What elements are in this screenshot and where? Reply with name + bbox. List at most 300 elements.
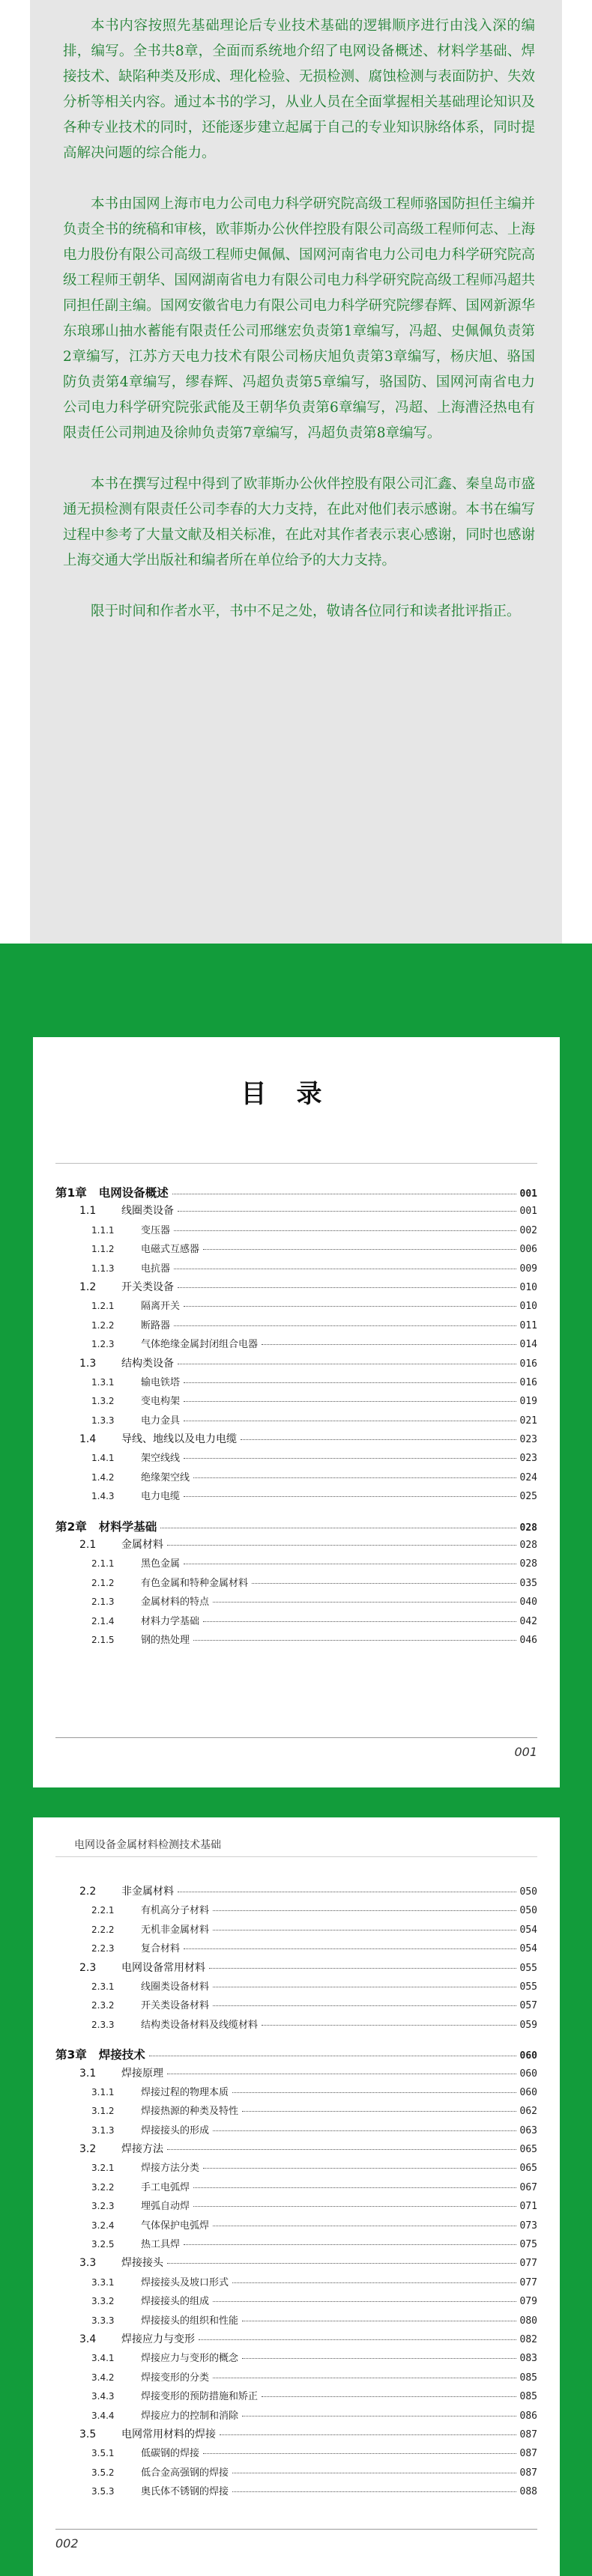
toc-entry-title: 结构类设备材料及线缆材料 (141, 2019, 259, 2031)
toc-list (55, 1173, 537, 1650)
toc-entry-number: 2.1.4 (91, 1615, 115, 1626)
toc-entry-number: 1.2 (79, 1281, 97, 1293)
toc-entry-page: 028 (519, 1558, 537, 1570)
toc-leader-dots (213, 1910, 516, 1911)
toc-entry-title: 焊接变形的分类 (141, 2372, 210, 2384)
toc-entry-sub[interactable] (55, 1469, 537, 1488)
toc-entry-label (79, 1279, 174, 1294)
toc-entry-number: 3.4.2 (91, 2372, 115, 2383)
toc-leader-dots (178, 1287, 516, 1288)
toc-entry-number: 3.3.2 (91, 2296, 115, 2307)
toc-entry-page: 023 (519, 1453, 537, 1465)
toc-entry-number: 第2章 (55, 1519, 87, 1534)
toc-leader-dots (203, 2453, 516, 2454)
toc-entry-page: 087 (519, 2467, 537, 2479)
toc-entry-title: 焊接接头的组成 (141, 2296, 210, 2308)
toc-leader-dots (193, 1477, 516, 1478)
toc-leader-dots (232, 2092, 516, 2093)
toc-entry-title: 金属材料 (121, 1539, 163, 1552)
toc-entry-label (91, 2483, 229, 2497)
toc-entry-page: 057 (519, 2000, 537, 2012)
toc-entry-label (91, 2217, 209, 2232)
toc-leader-dots (174, 1325, 516, 1326)
toc-entry-title: 电力金具 (141, 1415, 181, 1427)
toc-entry-number: 3.4.3 (91, 2391, 115, 2402)
toc-entry-title: 焊接应力与变形 (121, 2333, 195, 2345)
toc-entry-label (91, 1555, 180, 1570)
toc-entry-section[interactable] (55, 1431, 537, 1450)
toc-entry-title: 焊接变形的预防措施和矫正 (141, 2391, 259, 2403)
toc-leader-dots (184, 1496, 516, 1497)
toc-entry-label (91, 2350, 238, 2364)
toc-entry-number: 1.1.3 (91, 1263, 115, 1274)
toc-entry-sub[interactable] (55, 2408, 537, 2426)
toc-entry-sub[interactable] (55, 1902, 537, 1921)
toc-entry-number: 3.2.4 (91, 2220, 115, 2231)
page-number: 002 (55, 2536, 79, 2551)
toc-entry-number: 1.2.3 (91, 1339, 115, 1350)
toc-entry-page: 065 (519, 2144, 537, 2156)
toc-entry-chapter[interactable] (55, 1518, 537, 1537)
toc-entry-page: 086 (519, 2410, 537, 2422)
toc-entry-page: 011 (519, 1319, 537, 1331)
toc-entry-label (79, 2426, 216, 2441)
toc-entry-number: 1.2.1 (91, 1301, 115, 1312)
toc-entry-number: 3.3.1 (91, 2276, 115, 2288)
toc-entry-number: 1.3.1 (91, 1376, 115, 1388)
toc-entry-page: 046 (519, 1634, 537, 1646)
toc-entry-section[interactable] (55, 1537, 537, 1555)
toc-entry-page: 077 (519, 2258, 537, 2270)
toc-entry-section[interactable] (55, 1279, 537, 1298)
toc-leader-dots (167, 2263, 516, 2264)
toc-entry-sub[interactable] (55, 2236, 537, 2255)
toc-entry-section[interactable] (55, 2255, 537, 2273)
toc-entry-number: 2.1.5 (91, 1634, 115, 1645)
toc-entry-page: 042 (519, 1615, 537, 1627)
toc-entry-number: 3.1.3 (91, 2124, 115, 2136)
toc-leader-dots (203, 1249, 516, 1250)
toc-entry-sub[interactable] (55, 2369, 537, 2388)
toc-entry-page: 080 (519, 2315, 537, 2327)
toc-entry-section[interactable] (55, 1355, 537, 1374)
toc-entry-page: 014 (519, 1339, 537, 1351)
toc-entry-sub[interactable] (55, 2122, 537, 2141)
toc-entry-label (91, 2103, 238, 2117)
toc-entry-title: 开关类设备 (121, 1281, 174, 1293)
toc-entry-title: 气体绝缘金属封闭组合电器 (141, 1339, 259, 1351)
toc-entry-sub[interactable] (55, 2274, 537, 2293)
toc-leader-dots (232, 2282, 516, 2283)
toc-entry-label (91, 2369, 209, 2384)
toc-entry-page: 016 (519, 1376, 537, 1388)
toc-leader-dots (193, 2206, 516, 2207)
toc-entry-sub[interactable] (55, 2217, 537, 2236)
toc-entry-title: 焊接接头 (121, 2257, 163, 2270)
running-head-rule (55, 1856, 537, 1857)
toc-entry-label (91, 1317, 170, 1331)
toc-leader-dots (203, 1621, 516, 1622)
toc-entry-number: 2.3 (79, 1961, 97, 1974)
toc-entry-page: 035 (519, 1577, 537, 1589)
toc-entry-number: 2.2.2 (91, 1924, 115, 1935)
toc-entry-page: 085 (519, 2372, 537, 2384)
toc-entry-title: 焊接方法分类 (141, 2163, 200, 2175)
toc-entry-section[interactable] (55, 2141, 537, 2160)
toc-entry-label (91, 1488, 180, 1502)
toc-entry-label (91, 1997, 209, 2011)
toc-entry-sub[interactable] (55, 2483, 537, 2502)
toc-entry-page: 054 (519, 1943, 537, 1955)
toc-entry-title: 材料学基础 (98, 1519, 157, 1534)
toc-entry-number: 3.5.1 (91, 2448, 115, 2459)
toc-entry-number: 3.5.2 (91, 2467, 115, 2478)
toc-entry-page: 077 (519, 2276, 537, 2288)
toc-entry-page: 085 (519, 2391, 537, 2403)
toc-entry-label (91, 2312, 238, 2327)
toc-entry-title: 断路器 (141, 1319, 171, 1331)
toc-entry-number: 3.2.1 (91, 2163, 115, 2174)
toc-entry-label (91, 2084, 229, 2098)
toc-entry-label (91, 2274, 229, 2288)
toc-leader-dots (232, 2491, 516, 2492)
toc-entry-label (79, 1355, 174, 1370)
toc-entry-label (91, 1469, 190, 1483)
toc-entry-label (91, 1374, 180, 1388)
toc-entry-page: 073 (519, 2220, 537, 2232)
toc-leader-dots (213, 2005, 516, 2006)
toc-leader-dots (184, 1458, 516, 1459)
preface-paragraph: 限于时间和作者水平，书中不足之处，敬请各位同行和读者批评指正。 (91, 604, 521, 619)
toc-leader-dots (193, 2187, 516, 2188)
toc-entry-title: 电网设备概述 (98, 1186, 169, 1200)
toc-entry-label (91, 1594, 209, 1608)
toc-entry-number: 1.1.1 (91, 1224, 115, 1236)
toc-entry-sub[interactable] (55, 2160, 537, 2178)
toc-entry-sub[interactable] (55, 2464, 537, 2483)
toc-page-1 (33, 1037, 560, 1787)
toc-entry-page: 055 (519, 1962, 537, 1974)
toc-entry-page: 087 (519, 2448, 537, 2460)
toc-entry-section[interactable] (55, 2426, 537, 2445)
toc-leader-dots (184, 1382, 516, 1383)
toc-entry-label (79, 2255, 163, 2270)
preface-section (0, 0, 592, 944)
toc-entry-sub[interactable] (55, 2293, 537, 2312)
toc-entry-page: 019 (519, 1396, 537, 1408)
preface-paragraph: 本书内容按照先基础理论后专业技术基础的逻辑顺序进行由浅入深的编排，编写。全书共8章，全面而系统地介绍了电网设备概述、材料学基础、焊接技术、缺陷种类及形成、理化检验、无损检测、腐蚀检测与表面防护、失效分析等相关内容。通过本书的学习，从业人员在全面掌握相关基础理论知识及各种专业技术的同时，还能逐步建立起属于自己的专业知识脉络体系，同时提高解决问题的综合能力。 (63, 18, 535, 161)
toc-entry-title: 焊接应力的控制和消除 (141, 2410, 239, 2422)
toc-entry-title: 有机高分子材料 (141, 1905, 210, 1917)
toc-entry-sub[interactable] (55, 1393, 537, 1412)
toc-entry-sub[interactable] (55, 1260, 537, 1279)
toc-entry-title: 焊接原理 (121, 2067, 163, 2080)
toc-entry-title: 材料力学基础 (141, 1615, 200, 1627)
toc-leader-dots (262, 1344, 516, 1345)
toc-entry-label (91, 2445, 199, 2459)
toc-entry-label (91, 2236, 180, 2250)
toc-entry-sub[interactable] (55, 2445, 537, 2464)
toc-entry-number: 3.2 (79, 2143, 97, 2156)
toc-entry-number: 1.3.3 (91, 1415, 115, 1426)
toc-entry-title: 变电构架 (141, 1396, 181, 1408)
toc-entry-sub[interactable] (55, 2103, 537, 2121)
toc-entry-sub[interactable] (55, 1940, 537, 1959)
toc-entry-page: 010 (519, 1281, 537, 1293)
toc-entry-page: 001 (519, 1206, 537, 1218)
toc-entry-number: 2.3.2 (91, 2000, 115, 2011)
toc-leader-dots (167, 2149, 516, 2150)
toc-entry-number: 3.2.2 (91, 2181, 115, 2193)
toc-entry-page: 025 (519, 1491, 537, 1503)
toc-entry-page: 055 (519, 1981, 537, 1993)
toc-leader-dots (184, 1948, 516, 1949)
toc-entry-number: 3.3.3 (91, 2315, 115, 2326)
toc-entry-number: 3.1.1 (91, 2086, 115, 2097)
toc-entry-page: 083 (519, 2353, 537, 2365)
toc-entry-page: 063 (519, 2124, 537, 2136)
toc-entry-sub[interactable] (55, 1488, 537, 1507)
toc-entry-sub[interactable] (55, 2017, 537, 2035)
toc-entry-title: 输电铁塔 (141, 1376, 181, 1388)
toc-entry-title: 焊接技术 (98, 2048, 145, 2062)
toc-entry-number: 2.2.1 (91, 1905, 115, 1916)
toc-entry-number: 1.1 (79, 1205, 97, 1218)
toc-leader-dots (178, 1211, 516, 1212)
toc-leader-dots (241, 1439, 516, 1440)
toc-entry-page: 059 (519, 2019, 537, 2031)
toc-entry-number: 第1章 (55, 1186, 87, 1200)
toc-entry-page: 009 (519, 1263, 537, 1275)
toc-entry-label (91, 1940, 180, 1954)
toc-entry-label (91, 1222, 170, 1236)
toc-entry-label (91, 1393, 180, 1407)
toc-entry-sub[interactable] (55, 1222, 537, 1241)
running-head: 电网设备金属材料检测技术基础 (74, 1839, 221, 1851)
toc-entry-sub[interactable] (55, 2388, 537, 2407)
toc-entry-sub[interactable] (55, 1412, 537, 1431)
toc-entry-section[interactable] (55, 2065, 537, 2084)
toc-entry-number: 1.4.3 (91, 1491, 115, 1502)
toc-entry-number: 1.4 (79, 1433, 97, 1446)
toc-entry-label (79, 1960, 205, 1975)
toc-entry-page: 016 (519, 1358, 537, 1370)
toc-list (55, 1883, 537, 2503)
toc-entry-number: 1.1.2 (91, 1244, 115, 1255)
toc-entry-page: 001 (519, 1188, 537, 1200)
toc-entry-sub[interactable] (55, 1613, 537, 1632)
toc-entry-label (91, 2160, 199, 2174)
toc-entry-number: 3.2.5 (91, 2239, 115, 2250)
toc-entry-number: 2.1 (79, 1539, 97, 1552)
toc-leader-dots (220, 2434, 516, 2435)
toc-entry-page: 023 (519, 1434, 537, 1446)
toc-entry-title: 复合材料 (141, 1943, 181, 1955)
toc-entry-title: 开关类设备材料 (141, 2000, 210, 2012)
toc-entry-page: 071 (519, 2201, 537, 2213)
toc-entry-page: 060 (519, 2068, 537, 2080)
toc-entry-title: 架空线线 (141, 1453, 181, 1465)
toc-entry-number: 2.3.3 (91, 2019, 115, 2030)
toc-entry-label (91, 2464, 229, 2479)
toc-entry-number: 1.4.1 (91, 1453, 115, 1464)
toc-leader-dots (242, 2358, 516, 2359)
toc-entry-title: 焊接接头的形成 (141, 2124, 210, 2136)
toc-leader-dots (213, 1602, 516, 1603)
toc-entry-label (79, 1431, 237, 1446)
toc-entry-label (91, 1336, 258, 1350)
toc-entry-label (91, 1632, 190, 1646)
toc-entry-number: 1.3 (79, 1357, 97, 1370)
toc-entry-label (91, 1260, 170, 1275)
toc-entry-title: 电力电缆 (141, 1491, 181, 1503)
toc-entry-title: 焊接接头的组织和性能 (141, 2315, 239, 2327)
toc-entry-title: 金属材料的特点 (141, 1597, 210, 1609)
toc-entry-title: 低碳钢的焊接 (141, 2448, 200, 2460)
toc-leader-dots (184, 2244, 516, 2245)
toc-entry-number: 2.2 (79, 1886, 97, 1898)
toc-entry-sub[interactable] (55, 1594, 537, 1612)
toc-entry-page: 028 (519, 1540, 537, 1552)
toc-entry-title: 焊接应力与变形的概念 (141, 2353, 239, 2365)
toc-page-2 (33, 1817, 560, 2576)
toc-entry-label (91, 2388, 258, 2402)
toc-entry-page: 050 (519, 1905, 537, 1917)
toc-entry-chapter[interactable] (55, 2046, 537, 2065)
toc-entry-section[interactable] (55, 2331, 537, 2350)
page-number: 001 (514, 1745, 537, 1759)
toc-entry-number: 3.1 (79, 2067, 97, 2080)
toc-entry-label (55, 1518, 157, 1534)
toc-leader-dots (193, 1640, 516, 1641)
toc-title: 目录 (241, 1079, 352, 1109)
toc-entry-page: 050 (519, 1886, 537, 1898)
toc-entry-page: 010 (519, 1301, 537, 1313)
toc-entry-label (91, 2198, 190, 2212)
toc-entry-page: 062 (519, 2106, 537, 2118)
toc-leader-dots (209, 1968, 516, 1969)
toc-entry-title: 变压器 (141, 1224, 171, 1236)
toc-entry-page: 087 (519, 2428, 537, 2440)
toc-entry-label (79, 2065, 163, 2080)
toc-entry-label (79, 1537, 163, 1552)
toc-entry-sub[interactable] (55, 2198, 537, 2217)
toc-entry-label (55, 2046, 145, 2062)
toc-entry-sub[interactable] (55, 2179, 537, 2198)
toc-entry-title: 焊接方法 (121, 2143, 163, 2156)
toc-leader-dots (242, 2111, 516, 2112)
toc-entry-label (55, 1184, 169, 1200)
title-rule (55, 1163, 537, 1164)
toc-entry-sub[interactable] (55, 2312, 537, 2331)
toc-entry-title: 导线、地线以及电力电缆 (121, 1433, 237, 1446)
toc-entry-title: 隔离开关 (141, 1301, 181, 1313)
toc-entry-sub[interactable] (55, 2084, 537, 2103)
toc-entry-label (91, 2017, 258, 2031)
preface-text (63, 13, 535, 650)
toc-entry-title: 电抗器 (141, 1263, 171, 1275)
toc-entry-page: 002 (519, 1224, 537, 1236)
toc-leader-dots (213, 2130, 516, 2131)
toc-entry-section[interactable] (55, 1960, 537, 1978)
folio-rule (55, 2529, 537, 2530)
toc-entry-sub[interactable] (55, 1978, 537, 1997)
toc-entry-sub[interactable] (55, 1922, 537, 1940)
toc-entry-sub[interactable] (55, 1298, 537, 1316)
preface-paragraph: 本书由国网上海市电力公司电力科学研究院高级工程师骆国防担任主编并负责全书的统稿和审核，欧菲斯办公伙伴控股有限公司高级工程师何志、上海电力股份有限公司高级工程师史佩佩、国网河南省电力公司电力科学研究院高级工程师王朝华、国网湖南省电力有限公司电力科学研究院高级工程师冯超共同担任副主编。国网安徽省电力有限公司电力科学研究院缪春辉、国网新源华东琅琊山抽水蓄能有限责任公司邢继宏负责第1章编写，冯超、史佩佩负责第2章编写，江苏方天电力技术有限公司杨庆旭负责第3章编写，杨庆旭、骆国防负责第4章编写，缪春辉、冯超负责第5章编写，骆国防、国网河南省电力公司电力科学研究院张武能及王朝华负责第6章编写，冯超、上海漕泾热电有限责任公司荆迪及徐帅负责第7章编写，冯超负责第8章编写。 (63, 196, 535, 441)
toc-entry-sub[interactable] (55, 1317, 537, 1336)
toc-entry-title: 焊接热源的种类及特性 (141, 2106, 239, 2118)
toc-entry-sub[interactable] (55, 1997, 537, 2016)
toc-entry-label (91, 2293, 209, 2307)
toc-entry-sub[interactable] (55, 1374, 537, 1393)
toc-entry-chapter[interactable] (55, 1184, 537, 1203)
toc-entry-page: 040 (519, 1597, 537, 1609)
toc-entry-number: 3.5.3 (91, 2486, 115, 2497)
toc-entry-page: 024 (519, 1471, 537, 1483)
toc-entry-sub[interactable] (55, 1555, 537, 1574)
toc-entry-label (91, 2408, 238, 2422)
toc-entry-sub[interactable] (55, 1575, 537, 1594)
toc-entry-page: 088 (519, 2486, 537, 2498)
toc-entry-page: 060 (519, 2050, 537, 2062)
toc-entry-sub[interactable] (55, 1632, 537, 1650)
toc-entry-label (91, 1575, 248, 1589)
toc-entry-number: 3.4.1 (91, 2353, 115, 2364)
folio-rule (55, 1737, 537, 1738)
toc-entry-page: 028 (519, 1522, 537, 1534)
toc-entry-title: 黑色金属 (141, 1558, 181, 1570)
toc-entry-page: 075 (519, 2239, 537, 2251)
toc-entry-page: 079 (519, 2296, 537, 2308)
toc-entry-label (79, 1203, 174, 1218)
toc-leader-dots (167, 1545, 516, 1546)
toc-leader-dots (213, 1930, 516, 1931)
toc-entry-sub[interactable] (55, 1241, 537, 1260)
toc-entry-title: 埋弧自动焊 (141, 2201, 190, 2213)
toc-entry-title: 热工具焊 (141, 2239, 181, 2251)
toc-entry-title: 钢的热处理 (141, 1634, 190, 1646)
toc-entry-section[interactable] (55, 1883, 537, 1902)
toc-entry-number: 3.1.2 (91, 2106, 115, 2117)
toc-entry-label (91, 1412, 180, 1427)
toc-entry-number: 3.3 (79, 2257, 97, 2270)
toc-entry-title: 线圈类设备 (121, 1205, 174, 1218)
toc-leader-dots (262, 2396, 516, 2397)
toc-entry-title: 焊接过程的物理本质 (141, 2086, 229, 2098)
toc-entry-page: 065 (519, 2163, 537, 2175)
preface-paragraph: 本书在撰写过程中得到了欧菲斯办公伙伴控股有限公司汇鑫、秦皇岛市盛通无损检测有限责任公司李春的大力支持，在此对他们表示感谢。本书在编写过程中参考了大量文献及相关标准，在此对其作者表示衷心感谢，同时也感谢上海交通大学出版社和编者所在单位给予的大力支持。 (63, 476, 535, 568)
toc-entry-sub[interactable] (55, 1336, 537, 1355)
toc-entry-number: 1.2.2 (91, 1319, 115, 1331)
toc-entry-label (79, 2141, 163, 2156)
toc-leader-dots (174, 1230, 516, 1231)
toc-entry-label (91, 1978, 209, 1993)
toc-entry-label (91, 2122, 209, 2136)
toc-entry-page: 060 (519, 2086, 537, 2098)
toc-entry-title: 结构类设备 (121, 1357, 174, 1370)
toc-entry-label (91, 1241, 199, 1255)
toc-entry-title: 无机非金属材料 (141, 1924, 210, 1936)
toc-entry-number: 1.4.2 (91, 1471, 115, 1483)
toc-entry-title: 电磁式互感器 (141, 1244, 200, 1256)
toc-entry-page: 067 (519, 2181, 537, 2193)
toc-entry-section[interactable] (55, 1203, 537, 1221)
toc-entry-title: 奥氏体不锈钢的焊接 (141, 2486, 229, 2498)
toc-entry-number: 3.4 (79, 2333, 97, 2345)
toc-entry-sub[interactable] (55, 2350, 537, 2369)
toc-entry-sub[interactable] (55, 1450, 537, 1468)
